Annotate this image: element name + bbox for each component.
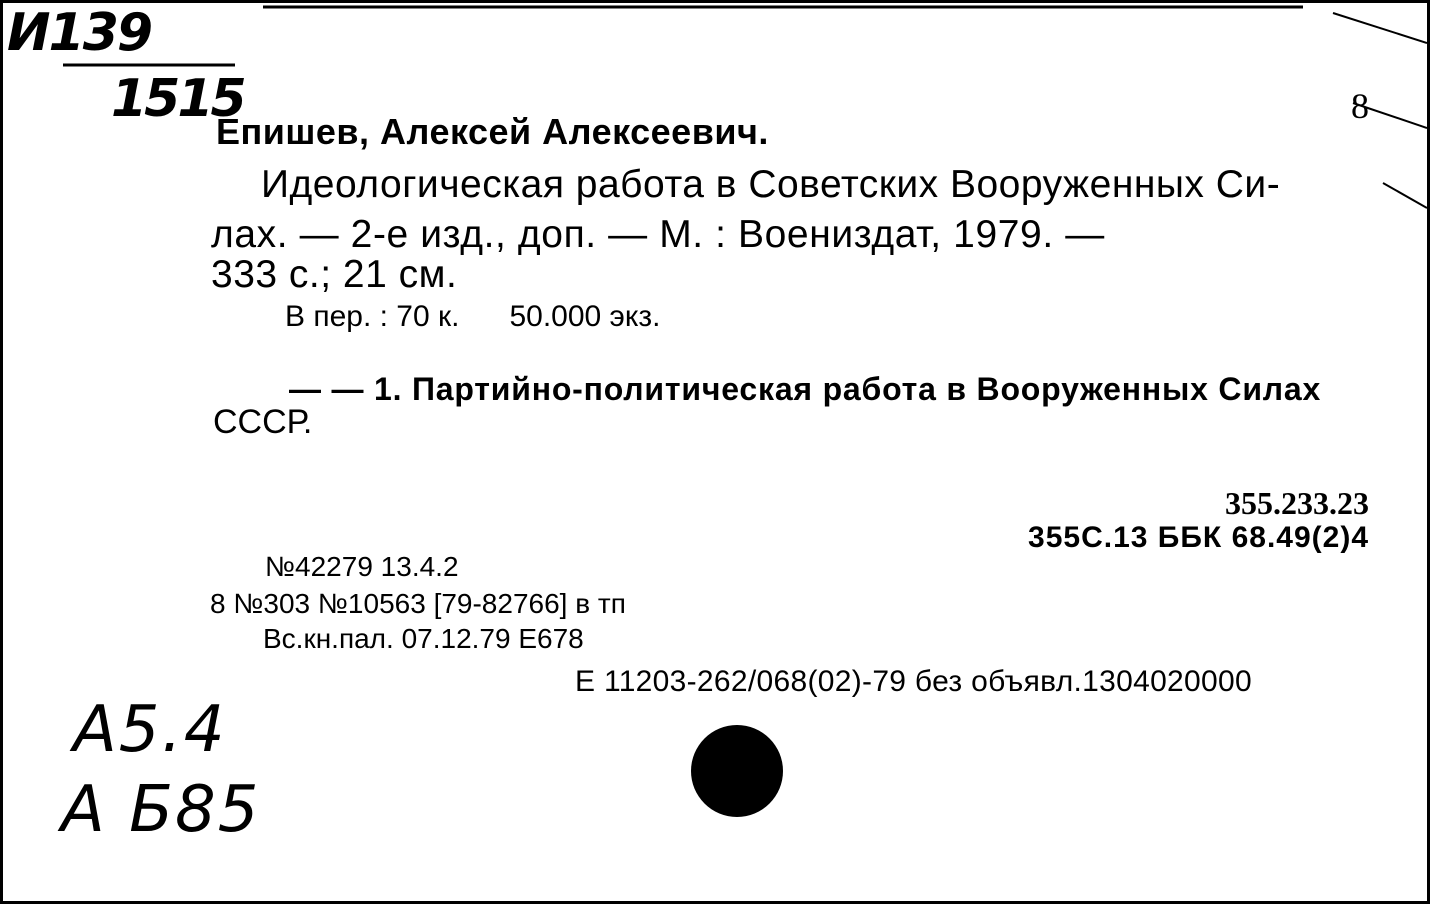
handwritten-code-top: И139 — [7, 3, 152, 63]
order-line: Вс.кн.пал. 07.12.79 Е678 — [263, 623, 584, 654]
bbk-code: 355С.13 ББК 68.49(2)4 — [1028, 521, 1369, 554]
order-line: №42279 13.4.2 — [265, 551, 459, 582]
udc-code: 355.233.23 — [1225, 485, 1369, 521]
title-line: Идеологическая работа в Советских Вооруженных Си- — [261, 163, 1281, 206]
page-number: 8 — [1351, 86, 1369, 126]
handwritten-shelf-mark: А5.4 — [73, 693, 227, 767]
order-line: 8 №303 №10563 [79-82766] в тп — [210, 588, 626, 619]
handwritten-code-second: 1515 — [111, 69, 244, 129]
price-line — [285, 300, 660, 334]
title-line: 333 с.; 21 см. — [211, 253, 458, 296]
title-line: лах. — 2-е изд., доп. — М. : Воениздат, 1979. — — [211, 213, 1105, 256]
subject-heading-line: СССР. — [213, 403, 313, 441]
subject-heading-line: — — 1. Партийно-политическая работа в Вооруженных Силах — [289, 371, 1322, 407]
author-heading: Епишев, Алексей Алексеевич. — [216, 111, 769, 152]
price: В пер. : 70 к. — [285, 300, 460, 333]
print-run: 50.000 экз. — [509, 300, 661, 333]
publication-index: Е 11203-262/068(02)-79 без объявл.1304020000 — [575, 665, 1252, 698]
handwritten-author-mark: А Б85 — [61, 773, 261, 847]
punch-hole — [691, 725, 783, 817]
